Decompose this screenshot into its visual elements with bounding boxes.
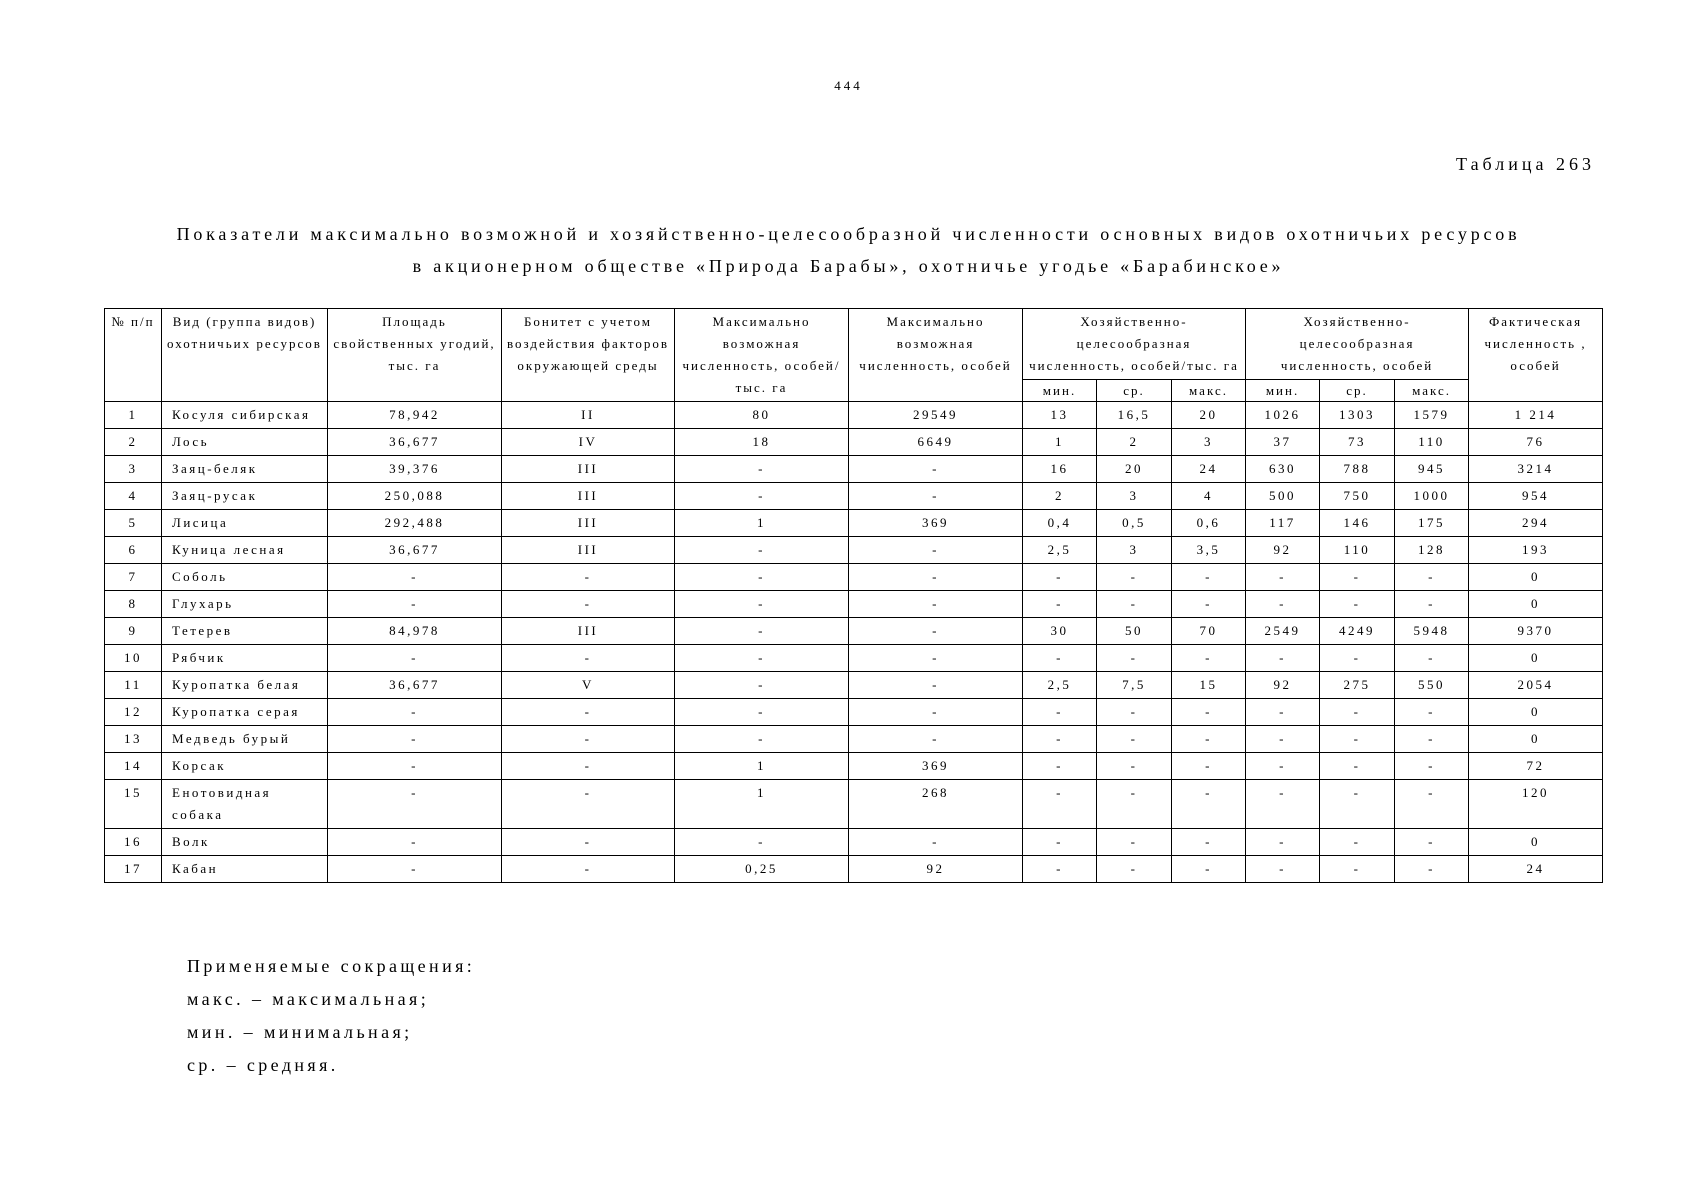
cell-num: 7 bbox=[105, 564, 162, 591]
cell-count-avg: - bbox=[1320, 645, 1395, 672]
cell-density-avg: 3 bbox=[1097, 483, 1172, 510]
table-row bbox=[105, 699, 1603, 726]
cell-species: Лось bbox=[162, 429, 328, 456]
cell-area: - bbox=[328, 780, 502, 829]
cell-actual: 9370 bbox=[1469, 618, 1603, 645]
cell-count-max: 1579 bbox=[1395, 402, 1469, 429]
cell-area: 39,376 bbox=[328, 456, 502, 483]
cell-count-max: - bbox=[1395, 753, 1469, 780]
cell-bonitet: - bbox=[502, 780, 675, 829]
cell-count-max: 110 bbox=[1395, 429, 1469, 456]
cell-max-density: 80 bbox=[675, 402, 849, 429]
cell-count-avg: - bbox=[1320, 780, 1395, 829]
cell-density-avg: 20 bbox=[1097, 456, 1172, 483]
cell-species: Корсак bbox=[162, 753, 328, 780]
cell-species: Кабан bbox=[162, 856, 328, 883]
cell-density-min: 13 bbox=[1023, 402, 1097, 429]
header-bonitet: Бонитет с учетом воздействия факторов окружающей среды bbox=[502, 309, 675, 402]
cell-area: 36,677 bbox=[328, 537, 502, 564]
cell-count-avg: - bbox=[1320, 726, 1395, 753]
cell-bonitet: - bbox=[502, 564, 675, 591]
cell-count-avg: 750 bbox=[1320, 483, 1395, 510]
table-row bbox=[105, 429, 1603, 456]
cell-num: 2 bbox=[105, 429, 162, 456]
cell-area: 250,088 bbox=[328, 483, 502, 510]
cell-count-avg: - bbox=[1320, 699, 1395, 726]
cell-max-count: 268 bbox=[849, 780, 1023, 829]
cell-max-count: 369 bbox=[849, 510, 1023, 537]
cell-num: 15 bbox=[105, 780, 162, 829]
cell-max-density: - bbox=[675, 726, 849, 753]
cell-density-max: - bbox=[1172, 564, 1246, 591]
cell-density-min: - bbox=[1023, 856, 1097, 883]
table-row bbox=[105, 618, 1603, 645]
cell-density-avg: 2 bbox=[1097, 429, 1172, 456]
cell-density-avg: - bbox=[1097, 591, 1172, 618]
cell-num: 5 bbox=[105, 510, 162, 537]
header-econ-count: Хозяйственно-целесообразная численность, особей bbox=[1246, 309, 1469, 380]
cell-bonitet: III bbox=[502, 510, 675, 537]
cell-max-density: - bbox=[675, 699, 849, 726]
cell-area: 78,942 bbox=[328, 402, 502, 429]
cell-density-avg: 3 bbox=[1097, 537, 1172, 564]
cell-count-max: 175 bbox=[1395, 510, 1469, 537]
cell-density-avg: 50 bbox=[1097, 618, 1172, 645]
cell-max-density: - bbox=[675, 672, 849, 699]
cell-count-min: 2549 bbox=[1246, 618, 1320, 645]
abbreviations-notes bbox=[187, 950, 475, 1082]
cell-count-avg: 275 bbox=[1320, 672, 1395, 699]
cell-count-max: 550 bbox=[1395, 672, 1469, 699]
cell-bonitet: - bbox=[502, 645, 675, 672]
cell-count-min: - bbox=[1246, 726, 1320, 753]
cell-num: 8 bbox=[105, 591, 162, 618]
cell-density-max: - bbox=[1172, 780, 1246, 829]
cell-density-max: 4 bbox=[1172, 483, 1246, 510]
cell-area: - bbox=[328, 645, 502, 672]
cell-bonitet: III bbox=[502, 483, 675, 510]
cell-max-count: - bbox=[849, 699, 1023, 726]
cell-density-avg: - bbox=[1097, 753, 1172, 780]
cell-max-count: 6649 bbox=[849, 429, 1023, 456]
cell-num: 9 bbox=[105, 618, 162, 645]
cell-density-max: - bbox=[1172, 753, 1246, 780]
notes-heading: Применяемые сокращения: bbox=[187, 956, 476, 976]
cell-max-density: - bbox=[675, 829, 849, 856]
cell-max-density: - bbox=[675, 618, 849, 645]
cell-species: Куропатка серая bbox=[162, 699, 328, 726]
cell-max-density: - bbox=[675, 591, 849, 618]
cell-density-min: 2,5 bbox=[1023, 537, 1097, 564]
cell-density-max: 20 bbox=[1172, 402, 1246, 429]
cell-actual: 0 bbox=[1469, 726, 1603, 753]
cell-max-density: 1 bbox=[675, 780, 849, 829]
table-row bbox=[105, 645, 1603, 672]
cell-density-min: 16 bbox=[1023, 456, 1097, 483]
cell-max-density: - bbox=[675, 564, 849, 591]
cell-count-max: - bbox=[1395, 564, 1469, 591]
cell-count-max: 5948 bbox=[1395, 618, 1469, 645]
cell-max-count: - bbox=[849, 618, 1023, 645]
cell-density-max: 0,6 bbox=[1172, 510, 1246, 537]
cell-bonitet: IV bbox=[502, 429, 675, 456]
cell-count-avg: - bbox=[1320, 564, 1395, 591]
cell-actual: 0 bbox=[1469, 645, 1603, 672]
subheader-count-min: мин. bbox=[1246, 380, 1320, 402]
cell-actual: 193 bbox=[1469, 537, 1603, 564]
cell-species: Куница лесная bbox=[162, 537, 328, 564]
cell-actual: 954 bbox=[1469, 483, 1603, 510]
cell-bonitet: - bbox=[502, 699, 675, 726]
table-row bbox=[105, 402, 1603, 429]
cell-num: 1 bbox=[105, 402, 162, 429]
cell-area: - bbox=[328, 829, 502, 856]
cell-count-min: - bbox=[1246, 699, 1320, 726]
cell-species: Волк bbox=[162, 829, 328, 856]
cell-max-count: - bbox=[849, 829, 1023, 856]
cell-bonitet: - bbox=[502, 726, 675, 753]
table-row bbox=[105, 591, 1603, 618]
cell-actual: 120 bbox=[1469, 780, 1603, 829]
cell-density-avg: 0,5 bbox=[1097, 510, 1172, 537]
hunting-resources-table bbox=[104, 308, 1603, 883]
cell-count-min: - bbox=[1246, 564, 1320, 591]
cell-density-avg: - bbox=[1097, 726, 1172, 753]
cell-density-max: - bbox=[1172, 856, 1246, 883]
cell-density-avg: - bbox=[1097, 856, 1172, 883]
cell-count-min: 500 bbox=[1246, 483, 1320, 510]
table-row bbox=[105, 564, 1603, 591]
cell-density-min: - bbox=[1023, 780, 1097, 829]
cell-species: Куропатка белая bbox=[162, 672, 328, 699]
subheader-count-max: макс. bbox=[1395, 380, 1469, 402]
cell-count-max: - bbox=[1395, 780, 1469, 829]
cell-density-min: - bbox=[1023, 564, 1097, 591]
cell-count-max: - bbox=[1395, 726, 1469, 753]
header-econ-density: Хозяйственно-целесообразная численность, особей/тыс. га bbox=[1023, 309, 1246, 380]
cell-actual: 0 bbox=[1469, 699, 1603, 726]
cell-density-min: 30 bbox=[1023, 618, 1097, 645]
subheader-density-max: макс. bbox=[1172, 380, 1246, 402]
cell-area: 36,677 bbox=[328, 429, 502, 456]
cell-species: Енотовидная собака bbox=[162, 780, 328, 829]
cell-max-density: 1 bbox=[675, 753, 849, 780]
table-row bbox=[105, 510, 1603, 537]
subheader-count-avg: ср. bbox=[1320, 380, 1395, 402]
cell-num: 17 bbox=[105, 856, 162, 883]
cell-density-max: 3,5 bbox=[1172, 537, 1246, 564]
cell-count-max: - bbox=[1395, 591, 1469, 618]
cell-species: Глухарь bbox=[162, 591, 328, 618]
cell-species: Косуля сибирская bbox=[162, 402, 328, 429]
cell-density-min: - bbox=[1023, 699, 1097, 726]
cell-area: 292,488 bbox=[328, 510, 502, 537]
page-number: 444 bbox=[834, 78, 863, 93]
cell-area: - bbox=[328, 726, 502, 753]
cell-count-avg: 4249 bbox=[1320, 618, 1395, 645]
cell-bonitet: - bbox=[502, 591, 675, 618]
cell-count-min: - bbox=[1246, 780, 1320, 829]
header-species: Вид (группа видов) охотничьих ресурсов bbox=[162, 309, 328, 402]
cell-species: Лисица bbox=[162, 510, 328, 537]
table-row bbox=[105, 456, 1603, 483]
cell-density-avg: - bbox=[1097, 699, 1172, 726]
cell-count-min: - bbox=[1246, 645, 1320, 672]
cell-max-density: - bbox=[675, 645, 849, 672]
cell-species: Заяц-русак bbox=[162, 483, 328, 510]
cell-max-count: 369 bbox=[849, 753, 1023, 780]
cell-count-min: - bbox=[1246, 591, 1320, 618]
cell-count-min: - bbox=[1246, 856, 1320, 883]
cell-actual: 72 bbox=[1469, 753, 1603, 780]
header-num: № п/п bbox=[105, 309, 162, 402]
cell-density-max: 15 bbox=[1172, 672, 1246, 699]
table-row bbox=[105, 483, 1603, 510]
cell-max-count: - bbox=[849, 672, 1023, 699]
header-max-density: Максимально возможная численность, особей/тыс. га bbox=[675, 309, 849, 402]
cell-density-avg: 16,5 bbox=[1097, 402, 1172, 429]
cell-density-min: 2,5 bbox=[1023, 672, 1097, 699]
cell-actual: 3214 bbox=[1469, 456, 1603, 483]
cell-density-min: - bbox=[1023, 753, 1097, 780]
cell-density-avg: - bbox=[1097, 645, 1172, 672]
cell-count-max: - bbox=[1395, 829, 1469, 856]
cell-num: 14 bbox=[105, 753, 162, 780]
cell-num: 6 bbox=[105, 537, 162, 564]
cell-actual: 1 214 bbox=[1469, 402, 1603, 429]
cell-bonitet: - bbox=[502, 753, 675, 780]
cell-count-avg: 73 bbox=[1320, 429, 1395, 456]
cell-max-count: - bbox=[849, 726, 1023, 753]
note-min: мин. – минимальная; bbox=[187, 1022, 413, 1042]
cell-count-min: 630 bbox=[1246, 456, 1320, 483]
header-row bbox=[105, 309, 1603, 380]
cell-count-avg: - bbox=[1320, 753, 1395, 780]
cell-num: 11 bbox=[105, 672, 162, 699]
cell-count-max: 1000 bbox=[1395, 483, 1469, 510]
header-area: Площадь свойственных угодий, тыс. га bbox=[328, 309, 502, 402]
cell-density-max: - bbox=[1172, 699, 1246, 726]
cell-count-avg: 788 bbox=[1320, 456, 1395, 483]
table-body bbox=[105, 402, 1603, 883]
cell-count-avg: 1303 bbox=[1320, 402, 1395, 429]
cell-max-count: - bbox=[849, 483, 1023, 510]
cell-actual: 0 bbox=[1469, 829, 1603, 856]
subheader-density-avg: ср. bbox=[1097, 380, 1172, 402]
cell-count-min: 1026 bbox=[1246, 402, 1320, 429]
cell-actual: 76 bbox=[1469, 429, 1603, 456]
cell-max-count: - bbox=[849, 591, 1023, 618]
table-title-line-2: в акционерном обществе «Природа Барабы», охотничье угодье «Барабинское» bbox=[412, 256, 1285, 276]
cell-count-min: 92 bbox=[1246, 672, 1320, 699]
subheader-density-min: мин. bbox=[1023, 380, 1097, 402]
cell-num: 10 bbox=[105, 645, 162, 672]
cell-max-density: - bbox=[675, 456, 849, 483]
cell-count-avg: - bbox=[1320, 856, 1395, 883]
cell-species: Тетерев bbox=[162, 618, 328, 645]
cell-density-avg: - bbox=[1097, 564, 1172, 591]
cell-count-max: 945 bbox=[1395, 456, 1469, 483]
cell-density-max: 24 bbox=[1172, 456, 1246, 483]
cell-max-density: 0,25 bbox=[675, 856, 849, 883]
cell-density-max: - bbox=[1172, 829, 1246, 856]
cell-density-max: 3 bbox=[1172, 429, 1246, 456]
cell-count-min: 117 bbox=[1246, 510, 1320, 537]
cell-count-min: 92 bbox=[1246, 537, 1320, 564]
cell-max-count: - bbox=[849, 645, 1023, 672]
cell-density-max: - bbox=[1172, 726, 1246, 753]
cell-count-min: - bbox=[1246, 753, 1320, 780]
header-actual: Фактическая численность , особей bbox=[1469, 309, 1603, 402]
cell-count-avg: - bbox=[1320, 829, 1395, 856]
cell-species: Медведь бурый bbox=[162, 726, 328, 753]
table-title-line-1: Показатели максимально возможной и хозяйственно-целесообразной численности основных видов охотничьих ресурсов bbox=[176, 224, 1521, 244]
cell-density-max: - bbox=[1172, 645, 1246, 672]
cell-num: 12 bbox=[105, 699, 162, 726]
cell-count-max: 128 bbox=[1395, 537, 1469, 564]
cell-bonitet: III bbox=[502, 537, 675, 564]
cell-area: - bbox=[328, 699, 502, 726]
cell-count-max: - bbox=[1395, 856, 1469, 883]
cell-bonitet: V bbox=[502, 672, 675, 699]
cell-count-max: - bbox=[1395, 645, 1469, 672]
cell-num: 13 bbox=[105, 726, 162, 753]
cell-count-avg: 146 bbox=[1320, 510, 1395, 537]
cell-density-min: 2 bbox=[1023, 483, 1097, 510]
cell-count-min: - bbox=[1246, 829, 1320, 856]
cell-actual: 0 bbox=[1469, 564, 1603, 591]
cell-species: Рябчик bbox=[162, 645, 328, 672]
cell-count-avg: 110 bbox=[1320, 537, 1395, 564]
cell-area: - bbox=[328, 856, 502, 883]
cell-count-max: - bbox=[1395, 699, 1469, 726]
cell-bonitet: - bbox=[502, 856, 675, 883]
table-row bbox=[105, 672, 1603, 699]
cell-max-count: 29549 bbox=[849, 402, 1023, 429]
cell-max-density: 18 bbox=[675, 429, 849, 456]
table-row bbox=[105, 829, 1603, 856]
cell-species: Соболь bbox=[162, 564, 328, 591]
cell-density-avg: - bbox=[1097, 780, 1172, 829]
cell-actual: 294 bbox=[1469, 510, 1603, 537]
table-row bbox=[105, 856, 1603, 883]
table-number: Таблица 263 bbox=[1456, 154, 1595, 174]
cell-density-min: - bbox=[1023, 829, 1097, 856]
cell-density-min: - bbox=[1023, 591, 1097, 618]
cell-actual: 2054 bbox=[1469, 672, 1603, 699]
cell-density-avg: - bbox=[1097, 829, 1172, 856]
table-title bbox=[100, 218, 1597, 282]
cell-density-min: 1 bbox=[1023, 429, 1097, 456]
cell-actual: 0 bbox=[1469, 591, 1603, 618]
cell-max-count: 92 bbox=[849, 856, 1023, 883]
cell-area: 84,978 bbox=[328, 618, 502, 645]
cell-area: - bbox=[328, 591, 502, 618]
header-max-count: Максимально возможная численность, особей bbox=[849, 309, 1023, 402]
cell-density-min: 0,4 bbox=[1023, 510, 1097, 537]
cell-count-avg: - bbox=[1320, 591, 1395, 618]
cell-density-max: 70 bbox=[1172, 618, 1246, 645]
cell-max-density: 1 bbox=[675, 510, 849, 537]
table-row bbox=[105, 537, 1603, 564]
table-row bbox=[105, 753, 1603, 780]
cell-max-density: - bbox=[675, 483, 849, 510]
cell-num: 4 bbox=[105, 483, 162, 510]
cell-density-max: - bbox=[1172, 591, 1246, 618]
cell-max-count: - bbox=[849, 564, 1023, 591]
cell-actual: 24 bbox=[1469, 856, 1603, 883]
cell-count-min: 37 bbox=[1246, 429, 1320, 456]
note-avg: ср. – средняя. bbox=[187, 1055, 339, 1075]
cell-density-avg: 7,5 bbox=[1097, 672, 1172, 699]
cell-num: 16 bbox=[105, 829, 162, 856]
cell-num: 3 bbox=[105, 456, 162, 483]
cell-area: 36,677 bbox=[328, 672, 502, 699]
cell-species: Заяц-беляк bbox=[162, 456, 328, 483]
note-max: макс. – максимальная; bbox=[187, 989, 430, 1009]
cell-bonitet: - bbox=[502, 829, 675, 856]
cell-max-count: - bbox=[849, 456, 1023, 483]
table-row bbox=[105, 780, 1603, 829]
cell-area: - bbox=[328, 564, 502, 591]
cell-bonitet: III bbox=[502, 618, 675, 645]
cell-density-min: - bbox=[1023, 726, 1097, 753]
cell-area: - bbox=[328, 753, 502, 780]
cell-max-count: - bbox=[849, 537, 1023, 564]
cell-bonitet: III bbox=[502, 456, 675, 483]
table-row bbox=[105, 726, 1603, 753]
cell-max-density: - bbox=[675, 537, 849, 564]
cell-density-min: - bbox=[1023, 645, 1097, 672]
cell-bonitet: II bbox=[502, 402, 675, 429]
